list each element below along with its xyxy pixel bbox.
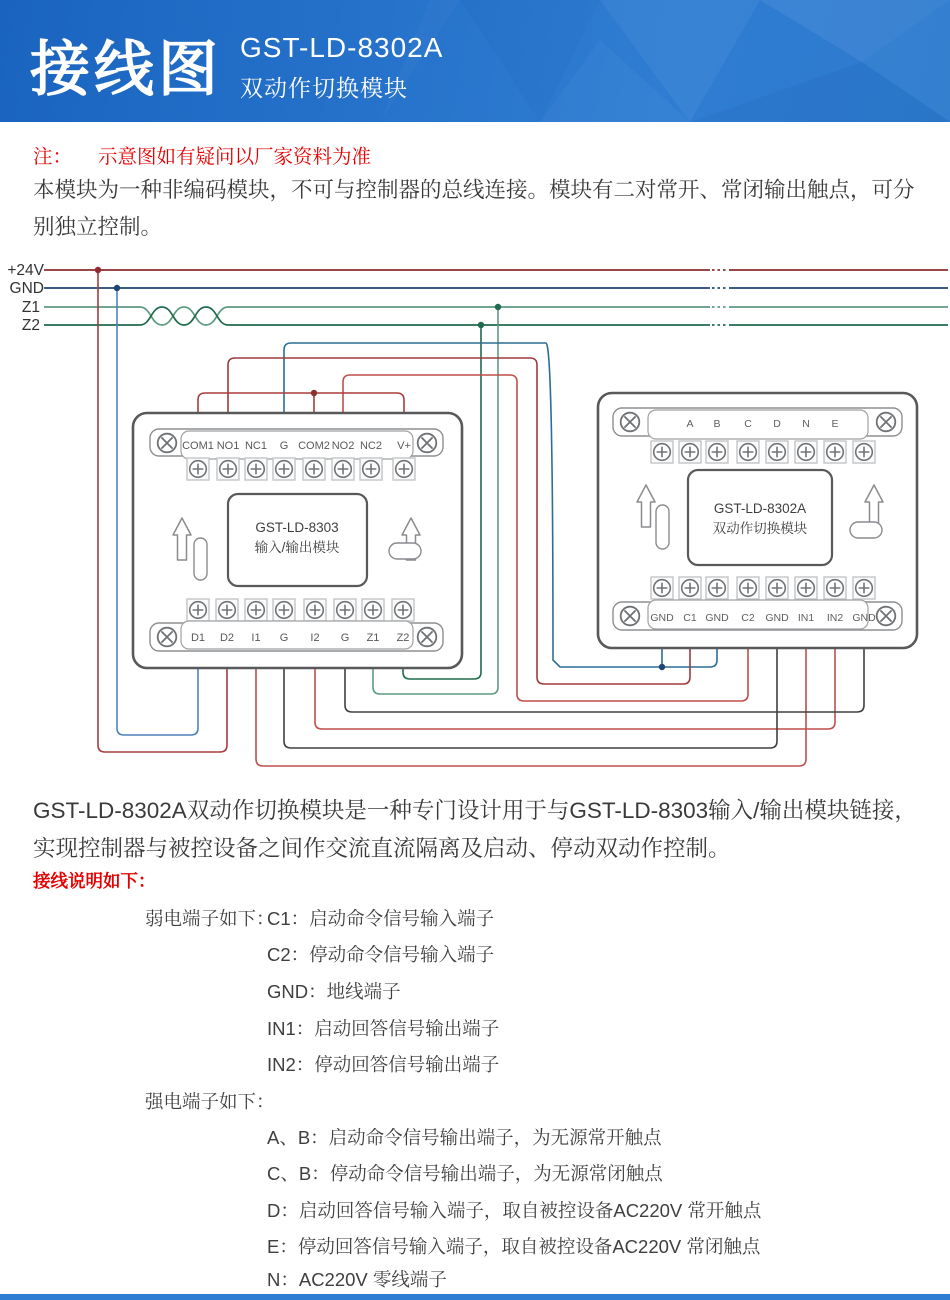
terminal-label: NC1: [244, 440, 268, 452]
terminal-label: IN1: [797, 612, 815, 624]
terminal-screw-icon: [216, 599, 238, 621]
note-label: 注：: [33, 146, 73, 168]
module-gst-ld-8303: [133, 413, 462, 668]
terminal-screw-icon: [824, 441, 846, 463]
weak-terminal-item: IN1：启动回答信号输出端子: [267, 1018, 500, 1039]
terminal-screw-icon: [795, 577, 817, 599]
footer-accent-bar: [0, 1294, 950, 1300]
terminal-label: IN2: [826, 612, 844, 624]
terminal-screw-icon: [332, 458, 354, 480]
weak-terminal-item: C1：启动命令信号输入端子: [267, 908, 495, 929]
terminal-label: C2: [741, 612, 755, 624]
corner-screw-icon: [418, 434, 437, 453]
terminal-label: COM2: [298, 440, 330, 452]
module-subtitle-text: 双动作切换模块: [712, 521, 808, 536]
bus-lines: [44, 270, 948, 325]
terminal-screw-icon: [334, 599, 356, 621]
terminal-label: GND: [852, 612, 876, 624]
terminal-screw-icon: [766, 441, 788, 463]
terminal-screw-icon: [651, 441, 673, 463]
terminal-screw-icon: [304, 599, 326, 621]
terminal-label: GND: [650, 612, 674, 624]
terminal-screw-icon: [245, 458, 267, 480]
terminal-screw-icon: [737, 441, 759, 463]
terminal-label: D: [773, 418, 781, 430]
led-pill: [194, 538, 207, 580]
strong-terminal-item: A、B：启动命令信号输出端子，为无源常开触点: [267, 1127, 662, 1148]
terminal-label: G: [279, 440, 289, 452]
strong-terminals-label: 强电端子如下：: [145, 1091, 275, 1112]
terminal-screw-icon: [766, 577, 788, 599]
terminal-screw-icon: [824, 577, 846, 599]
terminal-label: COM1: [182, 440, 214, 452]
strong-terminal-item: E：停动回答信号输入端子，取自被控设备AC220V 常闭触点: [267, 1236, 761, 1257]
terminal-screw-icon: [303, 458, 325, 480]
terminal-label: GND: [705, 612, 729, 624]
weak-terminal-item: IN2：停动回答信号输出端子: [267, 1054, 500, 1075]
description-paragraph: GST-LD-8302A双动作切换模块是一种专门设计用于与GST-LD-8303输入/输出模块链接，实现控制器与被控设备之间作交流直流隔离及启动、停动双动作控制。: [33, 798, 917, 861]
terminal-label: B: [713, 418, 721, 430]
header-subtitle-block: [240, 32, 443, 103]
terminal-label: G: [340, 632, 350, 644]
terminal-label: A: [686, 418, 694, 430]
module-name-text: GST-LD-8303: [255, 520, 339, 535]
module-name-text: GST-LD-8302A: [713, 501, 807, 516]
terminal-label: NO1: [216, 440, 240, 452]
terminal-screw-icon: [273, 458, 295, 480]
strong-terminal-item: C、B：停动命令信号输出端子，为无源常闭触点: [267, 1163, 663, 1184]
weak-terminal-item: GND：地线端子: [267, 981, 401, 1002]
terminal-screw-icon: [392, 599, 414, 621]
terminal-screw-icon: [187, 599, 209, 621]
model-number: GST-LD-8302A: [240, 32, 444, 63]
terminal-label: C: [744, 418, 752, 430]
led-pill: [656, 505, 669, 549]
bus-label-24v: +24V: [7, 262, 44, 279]
bus-label-z2: Z2: [21, 317, 40, 334]
terminal-label: N: [802, 418, 810, 430]
module-subtitle-text: 输入/输出模块: [254, 540, 340, 555]
corner-screw-icon: [621, 413, 640, 432]
wiring-notes-title: 接线说明如下：: [33, 871, 156, 891]
terminal-screw-icon: [393, 458, 415, 480]
terminal-label: D2: [219, 632, 235, 644]
terminal-label: Z1: [366, 632, 380, 644]
terminal-label: E: [831, 418, 839, 430]
strong-terminal-item: N：AC220V 零线端子: [267, 1269, 447, 1290]
label-pill: [850, 522, 882, 538]
terminal-label: V+: [397, 440, 411, 452]
weak-terminal-item: C2：停动命令信号输入端子: [267, 944, 495, 965]
page-title: 接线图: [30, 36, 222, 103]
terminal-screw-icon: [273, 599, 295, 621]
terminal-screw-icon: [679, 577, 701, 599]
bus-labels: [7, 262, 44, 334]
terminal-screw-icon: [362, 599, 384, 621]
note-line: [33, 141, 933, 169]
bus-label-gnd: GND: [9, 280, 44, 297]
intro-paragraph: 本模块为一种非编码模块，不可与控制器的总线连接。模块有二对常开、常闭输出触点，可分别独立控制。: [33, 178, 915, 239]
label-pill: [389, 543, 421, 559]
header-banner: [0, 0, 950, 122]
terminal-screw-icon: [360, 458, 382, 480]
corner-screw-icon: [158, 434, 177, 453]
bus-label-z1: Z1: [21, 299, 40, 316]
note-text: 示意图如有疑问以厂家资料为准: [98, 146, 372, 168]
terminal-label: D1: [190, 632, 206, 644]
terminal-label: C1: [683, 612, 697, 624]
corner-screw-icon: [158, 628, 177, 647]
terminal-screw-icon: [679, 441, 701, 463]
terminal-screw-icon: [706, 577, 728, 599]
terminal-screw-icon: [853, 577, 875, 599]
strong-terminal-item: D：启动回答信号输入端子，取自被控设备AC220V 常开触点: [267, 1200, 762, 1221]
terminal-label: I1: [251, 632, 261, 644]
terminal-screw-icon: [651, 577, 673, 599]
terminal-screw-icon: [853, 441, 875, 463]
terminal-label: G: [279, 632, 289, 644]
corner-screw-icon: [621, 607, 640, 626]
corner-screw-icon: [418, 628, 437, 647]
terminal-screw-icon: [187, 458, 209, 480]
wiring-diagram-svg: [0, 255, 950, 790]
corner-screw-icon: [877, 413, 896, 432]
terminal-label: Z2: [396, 632, 410, 644]
terminal-screw-icon: [795, 441, 817, 463]
terminal-screw-icon: [217, 458, 239, 480]
terminal-label: I2: [310, 632, 320, 644]
corner-screw-icon: [877, 607, 896, 626]
terminal-screw-icon: [706, 441, 728, 463]
terminal-label: NO2: [331, 440, 355, 452]
terminal-screw-icon: [245, 599, 267, 621]
weak-terminals-label: 弱电端子如下：: [145, 908, 275, 929]
terminal-label: NC2: [359, 440, 383, 452]
wiring-diagram: [0, 255, 950, 790]
terminal-label: GND: [765, 612, 789, 624]
module-type-name: 双动作切换模块: [240, 75, 408, 101]
module-gst-ld-8302a: [598, 393, 917, 648]
terminal-screw-icon: [737, 577, 759, 599]
